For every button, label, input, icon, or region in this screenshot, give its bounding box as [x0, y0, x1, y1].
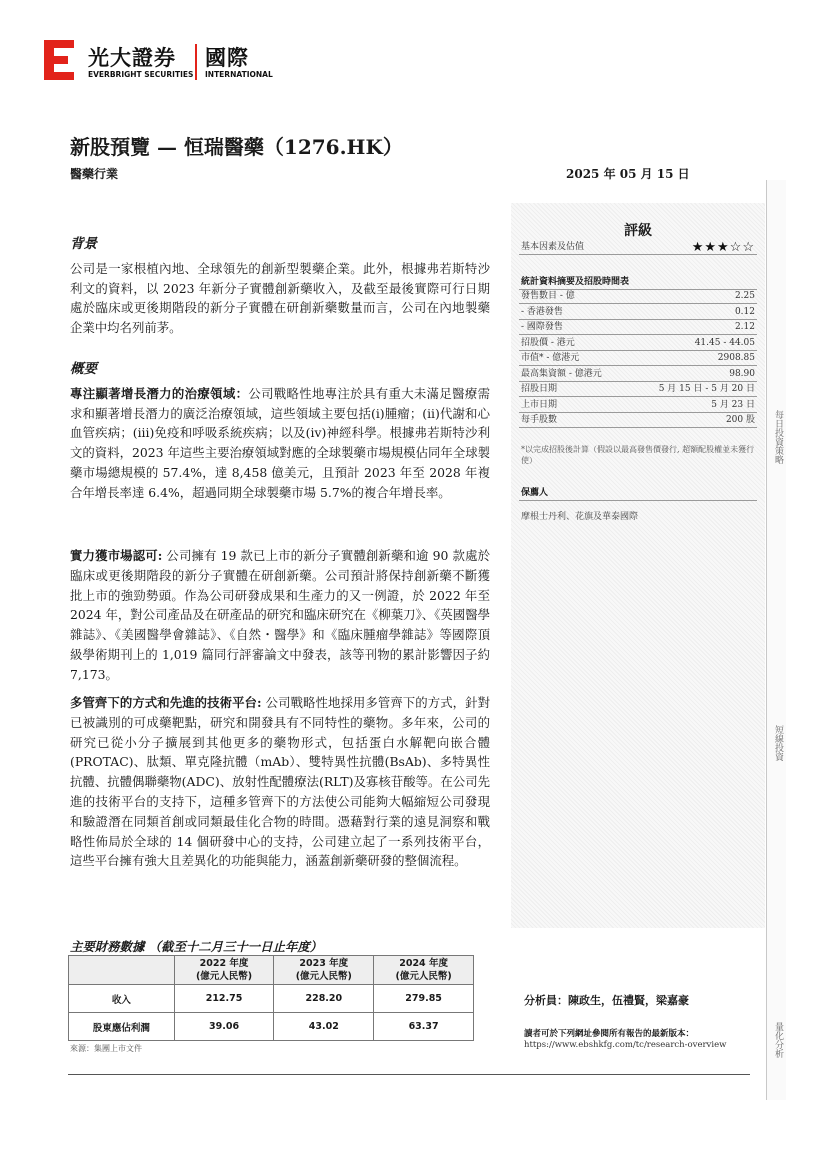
- p3-lead: 多管齊下的方式和先進的技術平台:: [70, 695, 262, 710]
- stats-row: [519, 382, 757, 397]
- table-header-cell: [174, 956, 274, 985]
- brand-name-cn2: 國際: [205, 46, 249, 70]
- stats-value: 98.90: [729, 368, 755, 379]
- table-cell: 228.20: [274, 985, 374, 1013]
- brand-name-en: EVERBRIGHT SECURITIES: [88, 70, 194, 79]
- everbright-logo-icon: [44, 40, 74, 80]
- stats-note: *以完成招股後計算（假設以最高發售價發行, 超額配股權並未獲行使）: [521, 445, 755, 465]
- header-unit: (億元人民幣): [295, 971, 352, 982]
- info-panel: [511, 203, 765, 928]
- financials-table: [68, 955, 474, 1041]
- table-cell: 63.37: [374, 1013, 474, 1041]
- header-year: 2024 年度: [399, 958, 448, 969]
- logo-divider: [195, 44, 197, 80]
- table-cell: 212.75: [174, 985, 274, 1013]
- background-text: 公司是一家根植內地、全球領先的創新型製藥企業。此外，根據弗若斯特沙利文的資料，以 2023 年新分子實體創新藥收入，及截至最後實際可行日期處於臨床或更後期階段的新分子實體在研創新藥數量而言，公司在內地製藥企業中均名列前茅。: [70, 260, 490, 336]
- stats-row: [519, 336, 757, 351]
- table-cell: 43.02: [274, 1013, 374, 1041]
- side-tab-label: 短線投資: [773, 725, 783, 761]
- header-unit: (億元人民幣): [395, 971, 452, 982]
- stats-row: [519, 351, 757, 366]
- stats-row: [519, 367, 757, 382]
- table-row: [69, 985, 474, 1013]
- stats-label: 招股價 - 港元: [521, 337, 575, 348]
- report-title: 新股預覽 — 恒瑞醫藥（1276.HK）: [70, 135, 403, 159]
- stats-row: [519, 305, 757, 320]
- header-year: 2023 年度: [299, 958, 349, 969]
- brand-name-cn: 光大證券: [88, 46, 176, 70]
- background-heading: 背景: [70, 236, 97, 252]
- side-tab-short-term[interactable]: [766, 495, 786, 810]
- side-tab-label: 每日投資策略: [773, 410, 783, 464]
- rating-label: 基本因素及估值: [521, 242, 585, 252]
- reader-note: 讀者可於下列網址參閱所有報告的最新版本：: [524, 1029, 695, 1039]
- stats-title: 統計資料摘要及招股時間表: [519, 275, 757, 290]
- table-header-cell: [274, 956, 374, 985]
- background-section: [70, 235, 490, 338]
- overview-heading: 概要: [70, 361, 97, 377]
- stats-value: 2908.85: [717, 353, 755, 363]
- stats-value: 200 股: [725, 415, 755, 425]
- stats-row: [519, 398, 757, 413]
- financials-source: 來源：集團上市文件: [70, 1044, 142, 1053]
- table-cell: 279.85: [374, 985, 474, 1013]
- p3-text: 公司戰略性地採用多管齊下的方式，針對已被識別的可成藥靶點，研究和開發具有不同特性的藥物。多年來，公司的研究已從小分子擴展到其他更多的藥物形式，包括蛋白水解靶向嵌合體(PROTAC)、肽類、單克隆抗體（mAb）、雙特異性抗體(BsAb)、多特異性抗體、抗體偶聯藥物(ADC)、放射性配體療法(RLT)及寡核苷酸等。在公司先進的技術平台的支持下，這種多管齊下的方法使公司能夠大幅縮短公司發現和驗證潛在同類首創或同類最佳化合物的時間。憑藉對行業的遠見洞察和戰略性佈局於全球的 14 個研發中心的支持，公司建立起了一系列技術平台，這些平台擁有強大且差異化的功能與能力，涵蓋創新藥研發的整個流程。: [70, 695, 490, 869]
- stats-value: 0.12: [734, 306, 755, 317]
- header-year: 2022 年度: [199, 958, 249, 969]
- stats-label: - 香港發售: [521, 306, 563, 317]
- p1-lead: 專注顯著增長潛力的治療領域：: [70, 385, 249, 401]
- stats-label: - 國際發售: [521, 322, 563, 332]
- footer-divider: [68, 1074, 750, 1075]
- rating-row: [519, 240, 757, 255]
- overview-paragraph-1: [70, 384, 490, 503]
- table-header-cell: [374, 956, 474, 985]
- table-header-cell: [69, 956, 175, 985]
- p1-text: 公司戰略性地專注於具有重大未滿足醫療需求和顯著增長潛力的廣泛治療領域，這些領域主要包括(i)腫瘤；(ii)代謝和心血管疾病；(iii)免疫和呼吸系統疾病；以及(iv)神經科學。根據弗若斯特沙利文的資料，2023 年這些主要治療領域對應的全球製藥市場規模佔同年全球製藥市場總規模的 57.4%，達 8,458 億美元，且預計 2023 年至 2028 年複合年增長率達 6.4%，超過同期全球製藥市場 5.7%的複合年增長率。: [70, 385, 491, 500]
- stats-value: 2.12: [734, 322, 755, 332]
- stats-label: 最高集資額 - 億港元: [521, 368, 602, 379]
- stats-value: 5 月 23 日: [711, 399, 755, 410]
- sector-label: 醫藥行業: [70, 167, 119, 181]
- overview-section: [70, 360, 490, 503]
- rating-title: 評級: [624, 223, 652, 239]
- stats-row: [519, 289, 757, 304]
- stats-label: 發售數目 - 億: [521, 291, 575, 301]
- table-cell: 39.06: [174, 1013, 274, 1041]
- stats-label: 上市日期: [521, 399, 558, 410]
- stats-row: [519, 320, 757, 335]
- stats-value: 5 月 15 日 - 5 月 20 日: [658, 384, 755, 394]
- stats-value: 2.25: [734, 291, 755, 301]
- table-row: [69, 1013, 474, 1041]
- stats-row: [519, 413, 757, 428]
- side-tab-daily-strategy[interactable]: [766, 180, 786, 495]
- stats-label: 招股日期: [521, 384, 558, 394]
- report-date: 2025 年 05 月 15 日: [566, 167, 690, 181]
- financials-title: 主要財務數據 （截至十二月三十一日止年度）: [70, 939, 323, 954]
- side-tab-label: 量化分析: [773, 1022, 783, 1058]
- research-link[interactable]: https://www.ebshkfg.com/tc/research-overview: [524, 1040, 727, 1050]
- rating-stars-icon: ★★★☆☆: [691, 240, 755, 255]
- overview-paragraph-3: [70, 693, 490, 871]
- sponsor-text: 摩根士丹利、花旗及華泰國際: [521, 512, 639, 522]
- side-tab-quant[interactable]: [766, 810, 786, 1100]
- row-label: 股東應佔利潤: [69, 1013, 175, 1041]
- overview-paragraph-2: [70, 546, 490, 685]
- stats-label: 市值* - 億港元: [521, 353, 580, 363]
- table-header-row: [69, 956, 474, 985]
- p2-text: 公司擁有 19 款已上市的新分子實體創新藥和逾 90 款處於臨床或更後期階段的新分子實體在研創新藥。公司預計將保持創新藥不斷獲批上市的強勁勢頭。作為公司研發成果和生產力的又一例證，於 2022 年至 2024 年，對公司產品及在研產品的研究和臨床研究在《柳葉刀》、《英國醫學雜誌》、《美國醫學會雜誌》、《自然・醫學》和《臨床腫瘤學雜誌》等國際頂級學術期刊上的 1,019 篇同行評審論文中發表，該等刊物的累計影響因子約 7,173。: [70, 548, 490, 682]
- sponsor-title: 保薦人: [519, 486, 757, 501]
- stats-value: 41.45 - 44.05: [694, 337, 755, 348]
- p2-lead: 實力獲市場認可:: [70, 548, 163, 563]
- analyst-names: 分析員：陳政生，伍禮賢，梁嘉豪: [524, 994, 689, 1007]
- company-logo: [44, 40, 284, 84]
- stats-label: 每手股數: [521, 415, 558, 425]
- row-label: 收入: [69, 985, 175, 1013]
- brand-name-en2: INTERNATIONAL: [205, 70, 273, 79]
- header-unit: (億元人民幣): [195, 971, 253, 982]
